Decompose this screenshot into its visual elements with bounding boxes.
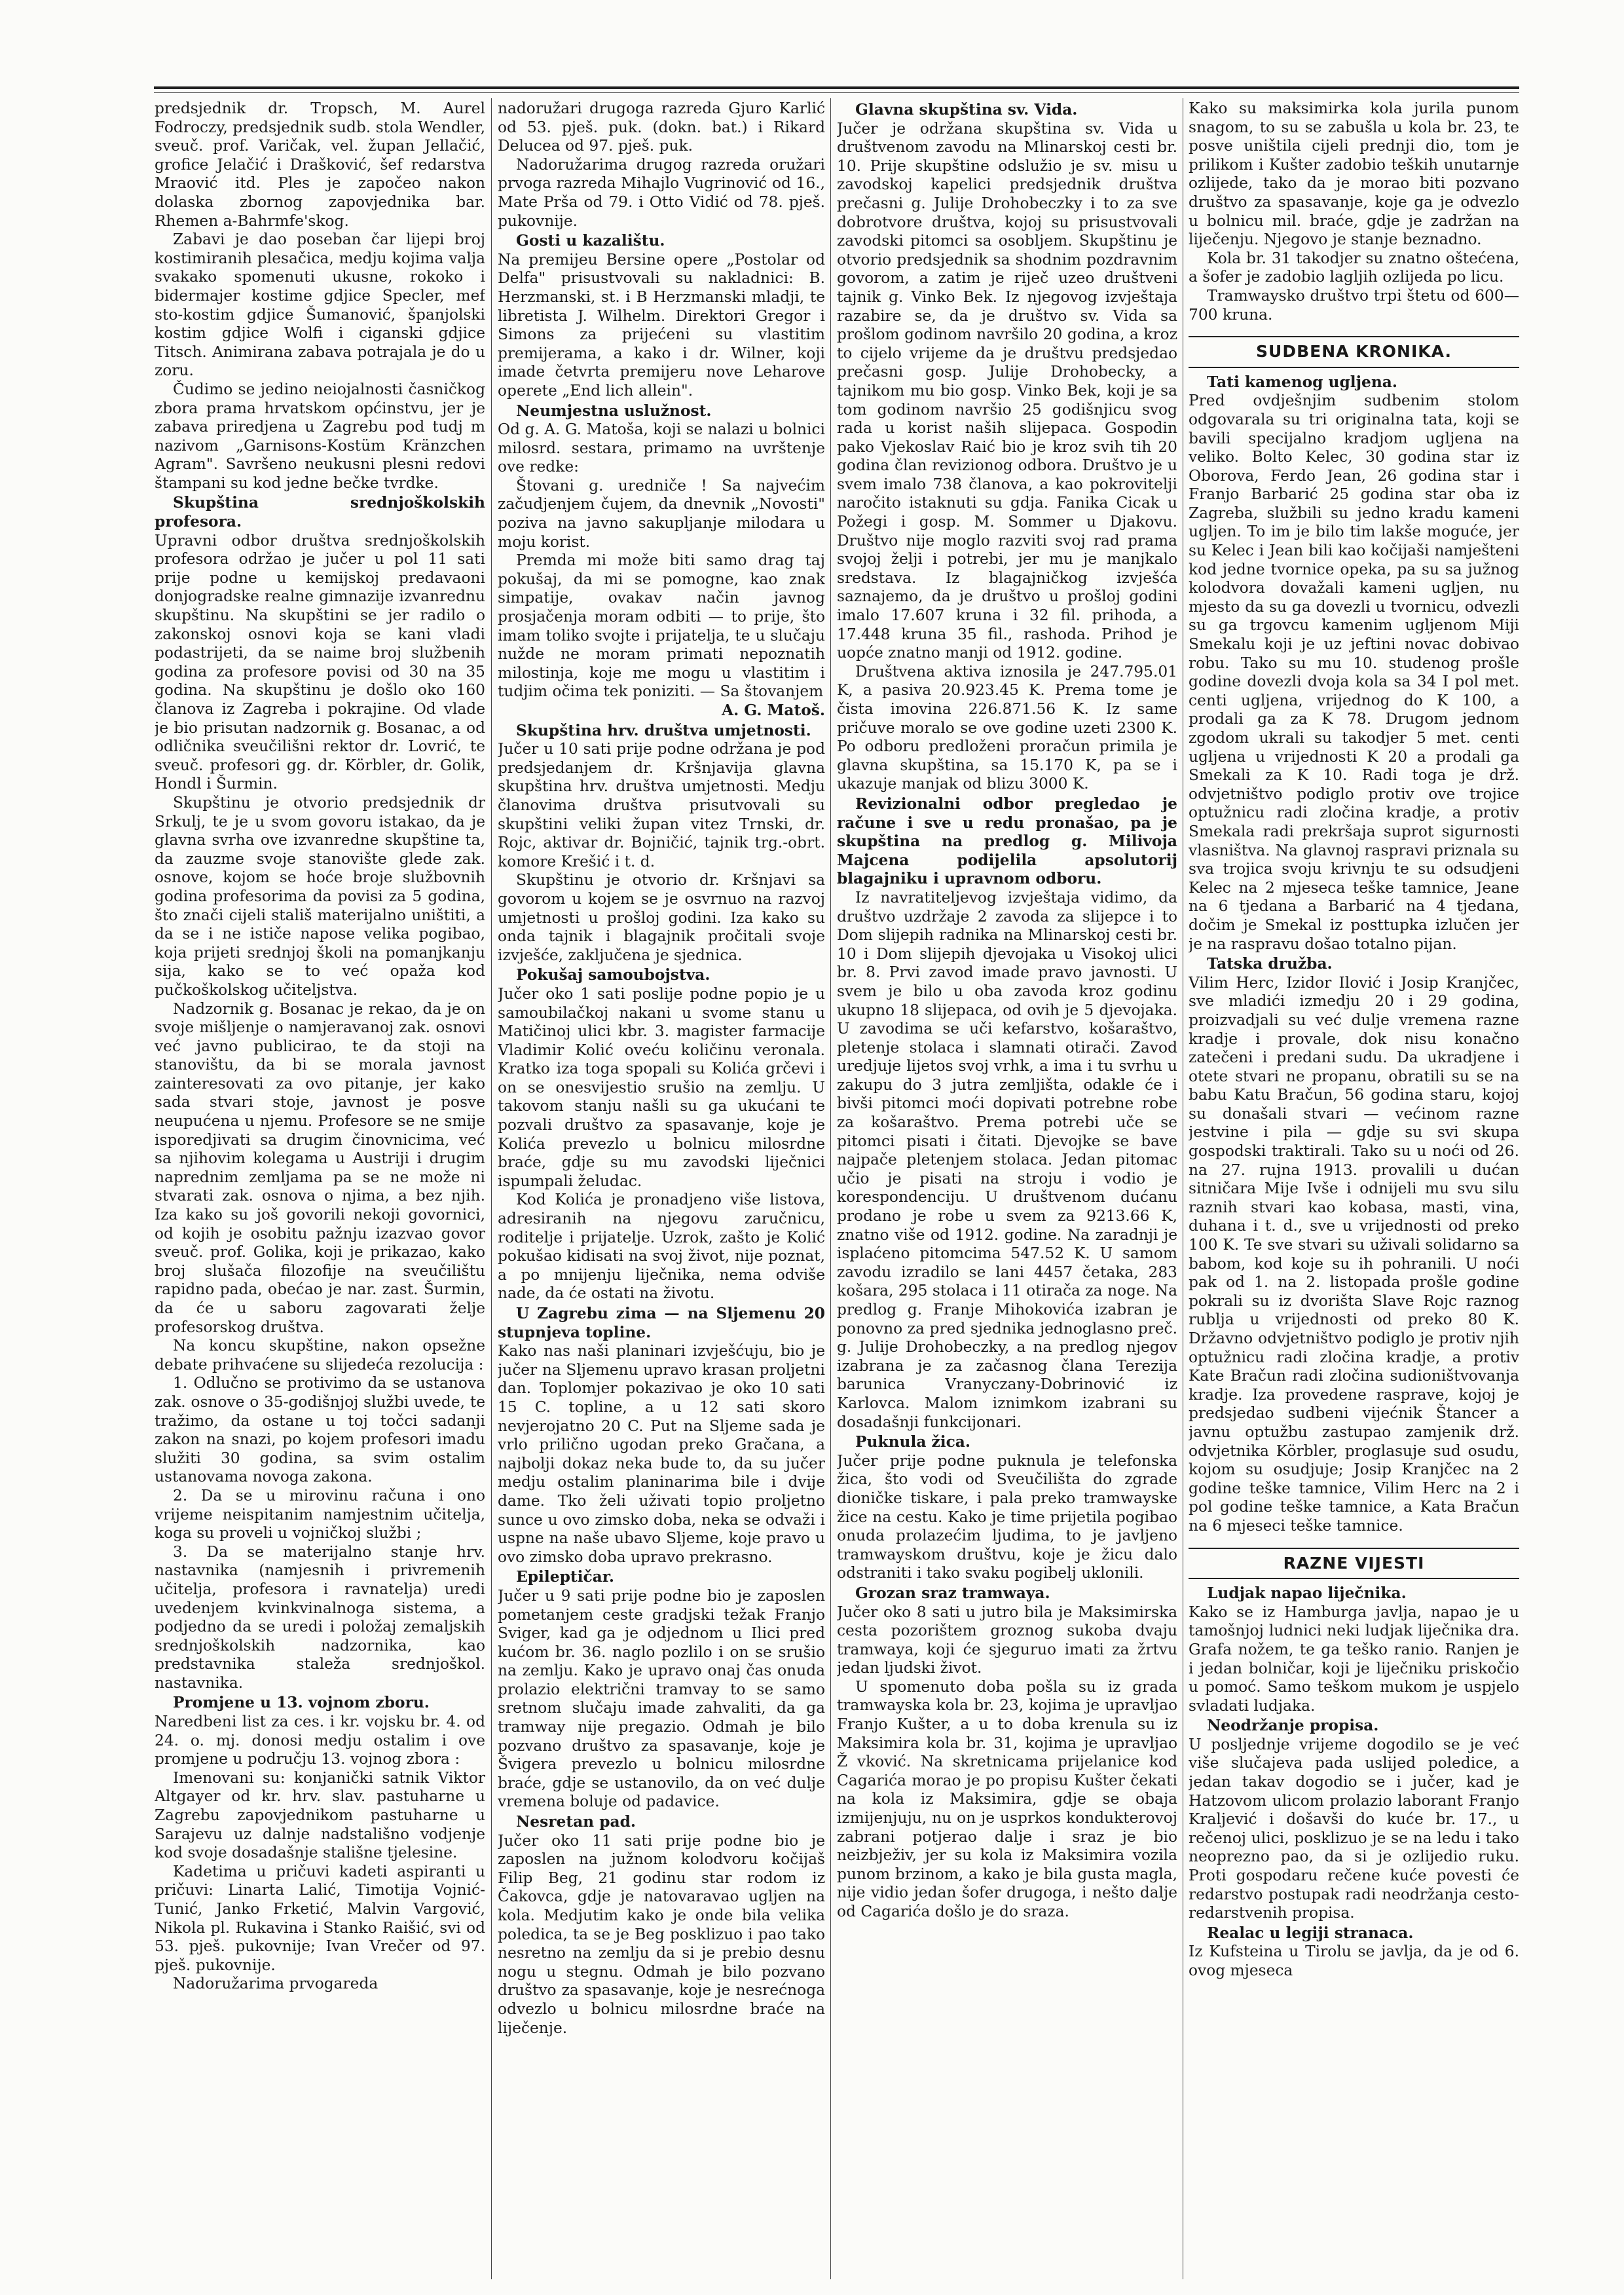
paragraph: Nadoružarima prvogareda bbox=[173, 1975, 378, 1993]
article-heading: Promjene u 13. vojnom zboru. bbox=[173, 1694, 430, 1712]
article-heading: Nesretan pad. bbox=[516, 1813, 637, 1831]
article-heading: Epileptičar. bbox=[516, 1568, 614, 1586]
article-heading: Neumjestna uslužnost. bbox=[516, 401, 712, 420]
paragraph: Kod Kolića je pronadjeno više listova, adresiranih na njegovu zaručnicu, roditelje i prijatelje. Uzrok, zašto je Kolić pokušao kidisati na svoj život, nije poznat, a po mnijenju liječnika, nema odviše nade, da će ostati na životu. bbox=[498, 1191, 825, 1303]
paragraph: U spomenuto doba pošla su iz grada tramwayska kola br. 23, kojima je upravljao Franjo Kušter, a u to doba krenula su iz Maksimira kola br. 31, kojima je upravljao Ž vković. Na skretnicama prijelanice kod Cagarića morao je po propisu Kušter čekati na kola iz Maksimira, gdje se obaja izmijenjuju, nu on je usprkos kondukterovoj zabrani potjerao dalje i sraz je bio neizbježiv, jer su kola iz Maksimira vozila punom brzinom, a kako je bila gusta magla, nije vidio jedan šofer drugoga, i nešto dalje od Cagarića došlo je do sraza. bbox=[837, 1677, 1177, 1920]
paragraph: Jučer u 9 sati prije podne bio je zaposlen pometanjem ceste gradjski težak Franjo Sviger, kad ga je odjednom u Ilici pred kućom br. 36. naglo pozlilo i on se srušio na zemlju. Kako je upravo onaj čas onuda prolazio električni tramvay to se samo sretnom slučaju imade zahvaliti, da ga tramway nije pregazio. Odmah je bilo pozvano društvo za spasavanje, koje je Švigera prevezlo u bolnicu milosrdne braće, gdje se ustanovilo, da on već dulje vremena boluje od padavice. bbox=[498, 1586, 825, 1811]
column-2 bbox=[498, 100, 825, 2274]
column-rule bbox=[830, 98, 831, 2279]
paragraph: Na koncu skupštine, nakon opsežne debate prihvaćene su slijedeća rezolucija : bbox=[155, 1337, 485, 1373]
paragraph: Jučer u 10 sati prije podne održana je pod predsjedanjem dr. Kršnjavija glavna skupština hrv. društva umjetnosti. Medju članovima društva prisutvovali su skupštini veliki župan vitez Trnski, dr. Rojc, aktivar dr. Bojničić, tajnik trg.-obrt. komore Krešić i t. d. bbox=[498, 740, 825, 870]
article-heading: U Zagrebu zima — na Sljemenu 20 stupnjeva topline. bbox=[498, 1305, 825, 1341]
article-heading: Skupština srednjoškolskih profesora. bbox=[155, 494, 485, 531]
article-heading: Skupština hrv. društva umjetnosti. bbox=[516, 721, 811, 739]
article-heading: Pokušaj samoubojstva. bbox=[516, 966, 710, 984]
paragraph: Imenovani su: konjanički satnik Viktor Altgayer od kr. hrv. slav. pastuharne u Zagrebu zapovjednikom pastuharne u Sarajevu uz dalnje nadstališno vodjenje kod svoje dosadašnje stališne tjelesine. bbox=[155, 1768, 485, 1862]
article-heading: Revizionalni odbor pregledao je račune i sve u redu pronašao, pa je skupština na predlog g. Milivoja Majcena podijelila apsolutorij blagajniku i upravnom odboru. bbox=[837, 794, 1177, 888]
paragraph: Naredbeni list za ces. i kr. vojsku br. 4. od 24. o. mj. donosi medju ostalim i ove promjene u području 13. vojnog zbora : bbox=[155, 1713, 485, 1768]
paragraph: Upravni odbor društva srednjoškolskih profesora održao je jučer u pol 11 sati prije podne u kemijskoj predavaoni donjogradske realne gimnazije izvanrednu skupštinu. Na skupštini se jer radilo o zakonskoj osnovi koja se kani vladi podastrijeti, da se naime broj službenih godina za profesore povisi od 30 na 35 godina. Na skupštinu je došlo oko 160 članova iz Zagreba i pokrajine. Od vlade je bio prisutan nadzornik g. Bosanac, a od odličnika sveučilišni rektor dr. Lovrić, te sveuč. profesori gg. dr. Körbler, dr. Golik, Hondl i Šurmin. bbox=[155, 531, 485, 793]
column-4 bbox=[1189, 100, 1519, 2274]
paragraph: Društvena aktiva iznosila je 247.795.01 K, a pasiva 20.923.45 K. Prema tome je čista imovina 226.871.56 K. Iz same pričuve moralo se ove godine uzeti 2300 K. Po odboru predloženi proračun primila je glavna skupština, sa 15.170 K, pa se i ukazuje manjak od blizu 3000 K. bbox=[837, 662, 1177, 793]
paragraph: Kako su maksimirka kola jurila punom snagom, to su se zabušla u kola br. 23, te posve uništila cijeli prednji dio, tom je prilikom i Kušter zadobio teških unutarnje ozlijede, tako da je morao biti pozvano društvo za spasavanje, koje ga je odvezlo u bolnicu mil. braće, gdje je zadržan na liječenju. Njegovo je stanje beznadno. bbox=[1189, 100, 1519, 249]
paragraph: predsjednik dr. Tropsch, M. Aurel Fodroczy, predsjednik sudb. stola Wendler, sveuč. prof. Varičak, vel. župan Jellačić, grofice Jelačić i Drašković, šef redarstva Mraović itd. Ples je započeo nakon dolaska zbornog zapovjednika bar. Rhemen a-Bahrmfe'skog. bbox=[155, 100, 485, 230]
paragraph: Kola br. 31 takodjer su znatno oštećena, a šofer je zadobio lagljih ozlijeda po licu. bbox=[1189, 249, 1519, 286]
paragraph: Iz navratiteljevog izvještaja vidimo, da društvo uzdržaje 2 zavoda za slijepce i to Dom slijepih radnika na Mlinarskoj cesti br. 10 i Dom slijepih djevojaka u Visokoj ulici br. 8. Prvi zavod imade pravo javnosti. U svem je bilo u oba zavoda kroz godinu ukupno 18 slijepaca, od ovih je 5 djevojaka. U zavodima se uči kefarstvo, košaraštvo, pletenje stolaca i slamnati otirači. Zavod uredjuje lijetos svoj vrhk, a ima i tu svrhu u zakupu do 3 jutra zemljišta, odakle će i bivši pitomci moći dopivati potrebne robe za košaraštvo. Prema potrebi uče se pitomci pisati i čitati. Djevojke se bave najpače pletenjem stolaca. Jedan pitomac učio je pisati na stroju i vodio je korespondenciju. U društvenom dućanu prodano je robe u svem za 9213.66 K, znatno više od 1912. godine. Na zaradnji je isplaćeno pitomcima 547.52 K. U samom zavodu izradilo se lani 4457 četaka, 283 košara, 295 stolaca i 11 otirača za noge. Na predlog g. Franje Mihokovića izabran je ponovno za pred sjednika jednoglasno preč. g. Julije Drohobeczky, a na predlog njegov izabrana je za začasnog člana Terezija barunica Vranyczany-Dobrinović iz Karlovca. Malom iznimkom izabrani su dosadašnji funkcijonari. bbox=[837, 888, 1177, 1431]
paragraph: Od g. A. G. Matoša, koji se nalazi u bolnici milosrd. sestara, primamo na uvrštenje ove redke: bbox=[498, 420, 825, 476]
paragraph: 1. Odlučno se protivimo da se ustanova zak. osnove o 35-godišnjoj službi uvede, te tražimo, da ostane u toj točci sadanji zakon na snazi, po kojem profesori imadu služiti 30 godina, sa svim ostalim ustanovama novoga zakona. bbox=[155, 1374, 485, 1486]
paragraph: Vilim Herc, Izidor Ilović i Josip Kranjčec, sve mladići izmedju 20 i 29 godina, proizvadjali su već dulje vremena razne kradje i provale, dok nisu konačno zatečeni i predani sudu. Da ukradjene i otete stvari ne propanu, obratili su se na babu Katu Bračun, 56 godina staru, kojoj su donašali stvari — većinom razne jestvine i pila — gdje su svi skupa gospodski traktirali. Tako su u noći od 26. na 27. rujna 1913. provalili u dućan sitničara Mije Ivše i odnijeli mu svu silu raznih stvari kao kobasa, masti, vina, duhana i t. d., sve u vrijednosti od preko 100 K. Te sve stvari su uživali solidarno sa babom, kod koje su ih pohranili. U noći pak od 1. na 2. listopada prošle godine pokrali su iz dvorišta Slave Rojc raznog rublja u vrijednosti od preko 80 K. Državno odvjetništvo podiglo je protiv njih optužnicu radi zločina kradje, a protiv Kate Bračun radi zločina sudioništvovanja kradje. Iza provedene rasprave, kojoj je predsjedao sudbeni vijećnik Štancer a javnu optužbu zastupao zamjenik drž. odvjetnika Körbler, proglasuje sud osudu, kojom su osudjuje; Josip Kranjčec na 2 godine teške tamnice, Vilim Herc na 2 i pol godine teške tamnice, a Kata Bračun na 6 mjeseci teške tamnice. bbox=[1189, 973, 1519, 1535]
article-heading: Grozan sraz tramwaya. bbox=[855, 1584, 1050, 1602]
paragraph: Štovani g. uredniče ! Sa najvećim začudjenjem čujem, da dnevnik „Novosti" poziva na javno sakupljanje milodara u moju korist. bbox=[498, 476, 825, 551]
column-rule bbox=[491, 98, 492, 2279]
paragraph: Premda mi može biti samo drag taj pokušaj, da mi se pomogne, kao znak simpatije, ovakav način javnog prosjačenja moram odbiti — to prije, što imam toliko svojte i prijatelja, te u slučaju nužde ne moram primati nepoznatih milostinja, koje me mogu u vlastitim i tudjim očima tek poniziti. — Sa štovanjem bbox=[498, 551, 825, 701]
paragraph: Kako nas naši planinari izvješćuju, bio je jučer na Sljemenu upravo krasan proljetni dan. Toplomjer pokazivao je oko 10 sati 15 C. topline, a u 12 sati skoro nevjerojatno 20 C. Put na Sljeme sada je vrlo prilično ugodan preko Gračana, a najbolji dokaz neka bude to, da su jučer medju ostalim planinarima bile i dvije dame. Tko želi uživati topio proljetno sunce u ovo zimsko doba, neka se odvaži i uspne na naše ubavo Sljeme, koje pravo u ovo zimsko doba upravo prekrasno. bbox=[498, 1342, 825, 1566]
article-heading: Gosti u kazalištu. bbox=[516, 232, 665, 250]
header-rule bbox=[154, 86, 1519, 89]
header-rule-thin bbox=[154, 92, 1519, 93]
section-heading: SUDBENA KRONIKA. bbox=[1189, 336, 1519, 368]
paragraph: Jučer prije podne puknula je telefonska žica, što vodi od Sveučilišta do zgrade dioničke tiskare, i pala preko tramwayske žice na cestu. Kako je time prijetila pogibao onuda prolazećim ljudima, to je javljeno tramwayskom društvu, koje je žicu dalo odstraniti i tako svaku pogibelj uklonili. bbox=[837, 1451, 1177, 1582]
paragraph: Nadzornik g. Bosanac je rekao, da je on svoje mišljenje o namjeravanoj zak. osnovi već javno publicirao, te da stoji na stanovištu, da bi se morala javnost zainteresovati za ovo pitanje, jer kako sada stvari stoje, javnost je posve neupućena u njemu. Profesore se ne smije isporedjivati sa drugim činovnicima, već sa njihovim kolegama u Austriji i drugim naprednim zemljama pa se ne može ni stvarati zak. osnova o njima, a bez njih. Iza kako su još govorili nekoji govornici, od kojih je osobitu pažnju izazvao govor sveuč. prof. Golika, koji je prikazao, kako broj slušača filozofije na sveučilištu rapidno pada, obećao je nar. zast. Šurmin, da će u saboru zagovarati želje profesorskog društva. bbox=[155, 999, 485, 1336]
paragraph: Skupštinu je otvorio predsjednik dr Srkulj, te je u svom govoru istakao, da je glavna svrha ove izvanredne skupštine ta, da zauzme svoje stanovište glede zak. osnove, kojom se hoće broje službovnih godina profesorima da povisi za 5 godina, što znači cijeli stališ materijalno uništiti, a da se i ne ističe napose velika pogibao, koja prijeti srednjoj školi na pomanjkanju sija, kako se to već opaža kod pučkoškolskog učiteljstva. bbox=[155, 793, 485, 999]
paragraph: nadoružari drugoga razreda Gjuro Karlić od 53. pješ. puk. (dokn. bat.) i Rikard Delucea od 97. pješ. puk. bbox=[498, 100, 825, 155]
column-1 bbox=[155, 100, 485, 2274]
paragraph: Jučer oko 8 sati u jutro bila je Maksimirska cesta pozorištem groznog sukoba dvaju tramwaya, koji će sjeguruo imati za žrtvu jedan ljudski život. bbox=[837, 1603, 1177, 1677]
article-heading: Glavna skupština sv. Vida. bbox=[855, 101, 1078, 119]
paragraph: 3. Da se materijalno stanje hrv. nastavnika (namjesnih i privremenih učitelja, profesora i ravnatelja) uredi uvedenjem kvinkvinalnoga sistema, a podjedno da se uredi i položaj zemaljskih srednjoškolskih nadzornika, kao predstavnika staleža srednjoškol. nastavnika. bbox=[155, 1542, 485, 1692]
paragraph: Pred ovdješnjim sudbenim stolom odgovarala su tri originalna tata, koji se bavili specijalno kradjom ugljena na veliko. Bolto Kelec, 30 godina star iz Oborova, Ferdo Jean, 26 godina star i Franjo Barbarić 25 godina star oba iz Zagreba, službili su jedno kradu kameni ugljen. To im je bilo tim lakše moguće, jer su Kelec i Jean bili kao kočijaši namješteni kod jedne tvornice opeka, pa su sa južnog kolodvora dovažali kameni ugljen, nu mjesto da su ga dovezli u tvornicu, odvezli su ga trgovcu kamenim ugljenom Miji Smekalu koji je uz jeftini novac dobivao robu. Tako su mu 10. studenog prošle godine dovezli dvoja kola sa 34 I pol met. centi ugljena, vrijednog do K 100, a prodali ga za K 78. Drugom jednom zgodom ukrali su takodjer 5 met. centi ugljena u vrijednosti K 20 a prodali ga Smekali za K 10. Radi toga je drž. odvjetništvo podiglo protiv ove trojice optužnicu radi zločina kradje, a protiv Smekala radi prekršaja suprot sigurnosti vlasništva. Na glavnoj raspravi priznala su sva trojica svoju krivnju te su odsudjeni Kelec na 2 mjeseca teške tamnice, Jeane na 6 tjedana a Barbarić na 4 tjedana, dočim je Smekal iz posttupka izlučen jer je na raspravu došao totalno pijan. bbox=[1189, 392, 1519, 953]
paragraph: Tramwaysko društvo trpi štetu od 600—700 kruna. bbox=[1189, 286, 1519, 324]
paragraph: Na premijeu Bersine opere „Postolar od Delfa" prisustvovali su nakladnici: B. Herzmanski, st. i B Herzmanski mladji, te libretista J. Wilhelm. Direktori Gregor i Simons za prijećeni su vlastitim premijerama, a kako i dr. Wilner, koji imade četvrta premijeru nove Leharove operete „End lich allein". bbox=[498, 250, 825, 400]
paragraph: 2. Da se u mirovinu računa i ono vrijeme neispitanim namjestnim učitelja, koga su proveli u vojničkoj službi ; bbox=[155, 1486, 485, 1542]
article-heading: Neodržanje propisa. bbox=[1207, 1717, 1379, 1735]
column-3 bbox=[837, 100, 1177, 2274]
paragraph: Jučer oko 11 sati prije podne bio je zaposlen na južnom kolodvoru kočijaš Filip Beg, 21 godinu star rodom iz Čakovca, gdje je natovaravao ugljen na kola. Medjutim kako je onde bila velika poledica, ta se je Beg posklizuo i pao tako nesretno na zemlju da si je prebio desnu nogu u stegnu. Odmah je bilo pozvano društvo za spasavanje, koje je nesrećnoga odvezlo u bolnicu milosrdne braće na liječenje. bbox=[498, 1831, 825, 2037]
article-heading: Tatska družba. bbox=[1207, 955, 1333, 973]
paragraph: Kadetima u pričuvi kadeti aspiranti u pričuvi: Linarta Lalić, Timotija Vojnić-Tunić, Janko Frketić, Malvin Vargović, Nikola pl. Rukavina i Stanko Raišić, svi od 53. pješ. pukovnije; Ivan Vrečer od 97. pješ. pukovnije. bbox=[155, 1862, 485, 1974]
paragraph: Kako se iz Hamburga javlja, napao je u tamošnjoj ludnici neki ludjak liječnika dra. Grafa nožem, te ga teško ranio. Ranjen je i jedan bolničar, koji je liječniku priskočio u pomoć. Samo teškom mukom je uspjelo svladati ludjaka. bbox=[1189, 1603, 1519, 1715]
paragraph: Skupštinu je otvorio dr. Kršnjavi sa govorom u kojem se je osvrnuo na razvoj umjetnosti u prošloj godini. Iza kako su onda tajnik i blagajnik pročitali svoje izvješće, zaključena je sjednica. bbox=[498, 871, 825, 964]
paragraph: Jučer je održana skupština sv. Vida u društvenom zavodu na Mlinarskoj cesti br. 10. Prije skupštine odslužio je sv. misu u zavodskoj kapelici predsjednik društva prečasni g. Julije Drohobeczky i to za sve dobrotvore društva, kojoj su prisustvovali zavodski pitomci sa osobljem. Skupštinu je otvorio predsjednik sa shodnim pozdravnim govorom, a zatim je riječ uzeo društveni tajnik g. Vinko Bek. Iz njegovog izvještaja razabire se, da je društvo sv. Vida sa prošlom godinom navršilo 20 godina, a kroz to cijelo vrijeme da je društvu predsjedao prečasni gosp. Julije Drohobecky, a tajnikom mu bio gosp. Vinko Bek, koji je sa tom godinom navršio 25 godišnjicu svog rada u korist naših slijepaca. Gospodin pako Vjekoslav Raić bio je kroz svih tih 20 godina član revizionog odbora. Društvo je u svem imalo 738 članova, a kao pokrovitelji naročito istaknuti su gdja. Fanika Cicak u Požegi i gosp. M. Sommer u Djakovu. Društvo nije moglo razviti svoj rad prama svojoj želji i potrebi, jer mu je manjkalo sredstava. Iz blagajničkog izvješća saznajemo, da je društvo u prošloj godini imalo 17.607 kruna i 32 fil. prihoda, a 17.448 kruna 35 fil., rashoda. Prihod je uopće znatno manji od 1912. godine. bbox=[837, 119, 1177, 662]
article-heading: Tati kamenog ugljena. bbox=[1207, 373, 1397, 391]
paragraph: Jučer oko 1 sati poslije podne popio je u samoubilačkoj nakani u svome stanu u Matičinoj ulici kbr. 3. magister farmacije Vladimir Kolić oveću količinu veronala. Kratko iza toga spopali su Kolića grčevi i on se onesvijestio srušio na zemlju. U takovom stanju našli su ga ukućani te pozvali društvo za spasavanje, koje je Kolića prevezlo u bolnicu milosrdne braće, gdje su mu zavodski liječnici ispumpali želudac. bbox=[498, 984, 825, 1190]
paragraph: Iz Kufsteina u Tirolu se javlja, da je od 6. ovog mjeseca bbox=[1189, 1943, 1519, 1979]
paragraph: Čudimo se jedino neiojalnosti časničkog zbora prama hrvatskom općinstvu, jer je zabava priredjena u Zagrebu pod tudj m nazivom „Garnisons-Kostüm Kränzchen Agram". Savršeno neukusni plesni redovi štampani su kod jedne bečke tvrdke. bbox=[155, 380, 485, 492]
article-heading: Realac u legiji stranaca. bbox=[1207, 1924, 1414, 1942]
article-heading: Ludjak napao liječnika. bbox=[1207, 1584, 1407, 1603]
paragraph: U posljednje vrijeme dogodilo se je već više slučajeva pada uslijed poledice, a jedan takav dogodio se i jučer, kad je Hatzovom ulicom prolazio laborant Franjo Kraljević i došavši do kuće br. 17., u rečenoj ulici, posklizuo je se na ledu i tako neoprezno pao, da si je ozlijedio ruku. Proti gospodaru rečene kuće povesti će redarstvo postupak radi neodržanja cesto-redarstvenih propisa. bbox=[1189, 1735, 1519, 1922]
paragraph: Nadoružarima drugog razreda oružari prvoga razreda Mihajlo Vugrinović od 16., Mate Prša od 79. i Otto Vidić od 78. pješ. pukovnije. bbox=[498, 155, 825, 230]
signature: A. G. Matoš. bbox=[722, 701, 825, 719]
article-heading: Puknula žica. bbox=[855, 1433, 971, 1451]
paragraph: Zabavi je dao poseban čar lijepi broj kostimiranih plesačica, medju kojima valja svakako spomenuti ukusne, rokoko i bidermajer kostime gdjice Specler, mef sto-kostim gdjice Šumanović, španjolski kostim gdjice Wolfi i ciganski gdjice Titsch. Animirana zabava potrajala je do u zoru. bbox=[155, 231, 485, 380]
section-heading: RAZNE VIJESTI bbox=[1189, 1548, 1519, 1580]
